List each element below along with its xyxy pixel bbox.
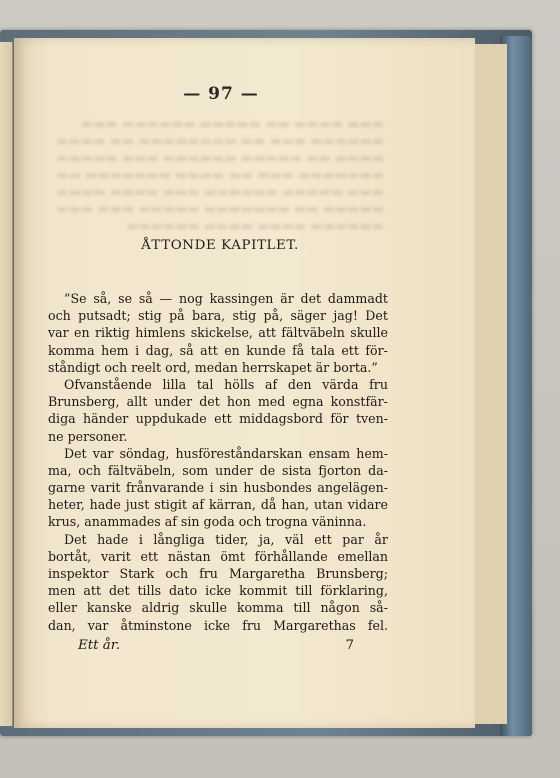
text-line: heter, hade just stigit af kärran, då han, utan vidare [48, 497, 388, 513]
text-line: ma, och fältväbeln, som under de sista fjorton da- [48, 462, 388, 478]
text-line: inspektor Stark och fru Margaretha Brunsberg; [48, 566, 388, 581]
text-line: Det hade i långliga tider, ja, väl ett par år [64, 531, 388, 547]
text-line: ”Se så, se så — nog kassingen är det dammadt [64, 291, 388, 306]
text-line: dan, var åtminstone icke fru Margarethas fel. [48, 617, 388, 633]
text-line: men att det tills dato icke kommit till förklaring, [48, 583, 388, 599]
text-line: krus, anammades af sin goda och trogna väninna. [48, 514, 367, 530]
text-line: och putsadt; stig på bara, stig på, säger jag! Det [48, 308, 388, 324]
page-number: — 97 — [183, 84, 259, 104]
text-line: eller kanske aldrig skulle komma till någon så- [48, 600, 388, 616]
text-line: ståndigt och reelt ord, medan herrskapet är borta.” [48, 359, 378, 375]
page-block-edge [470, 44, 507, 724]
text-line: Brunsberg, allt under det hon med egna konstfär- [48, 394, 388, 410]
text-line: bortåt, varit ett nästan ömt förhållande emellan [48, 548, 388, 564]
text-line: var en riktig himlens skickelse, att fältväbeln skulle [48, 325, 388, 341]
page-footer [78, 638, 354, 653]
text-line: diga händer uppdukade ett middagsbord för tven- [48, 411, 388, 427]
facing-page-strip [0, 42, 13, 726]
text-line: garne varit frånvarande i sin husbondes angelägen- [48, 480, 388, 496]
signature-mark: Ett år. [78, 638, 120, 653]
text-line: Det var söndag, husföreståndarskan ensam hem- [64, 445, 388, 461]
chapter-heading: ÅTTONDE KAPITLET. [141, 238, 299, 253]
signature-number: 7 [345, 638, 354, 653]
show-through-from-previous-page: ▬▬▬ ▬▬▬▬ ▬▬ ▬▬▬▬▬ ▬▬▬▬▬▬ ▬▬▬ ▬▬▬▬▬▬ ▬▬▬ ▬▬ ▬▬▬▬▬▬▬▬ ▬▬ ▬▬▬▬ ▬▬▬▬ ▬▬ ▬▬▬▬▬ ▬▬▬▬▬▬ ▬▬▬ ▬▬▬▬▬ ▬▬▬▬▬▬▬ ▬▬▬ ▬▬ ▬▬▬▬ ▬▬▬▬▬▬▬ ▬▬ ▬▬▬ ▬▬▬▬▬ ▬▬▬▬▬▬ ▬▬▬ ▬▬▬▬ ▬▬▬▬ ▬▬▬▬▬ ▬▬ ▬▬▬▬▬▬▬ ▬▬▬▬▬ ▬▬▬ ▬▬▬ ▬▬▬▬▬▬ ▬▬▬▬ ▬▬▬▬ ▬▬▬▬▬▬ [56, 117, 384, 234]
text-line: komma hem i dag, så att en kunde få tala ett för- [48, 342, 388, 358]
text-line: Ofvanstående lilla tal hölls af den värda fru [64, 376, 388, 392]
body-text [48, 290, 388, 634]
text-line: ne personer. [48, 428, 128, 444]
